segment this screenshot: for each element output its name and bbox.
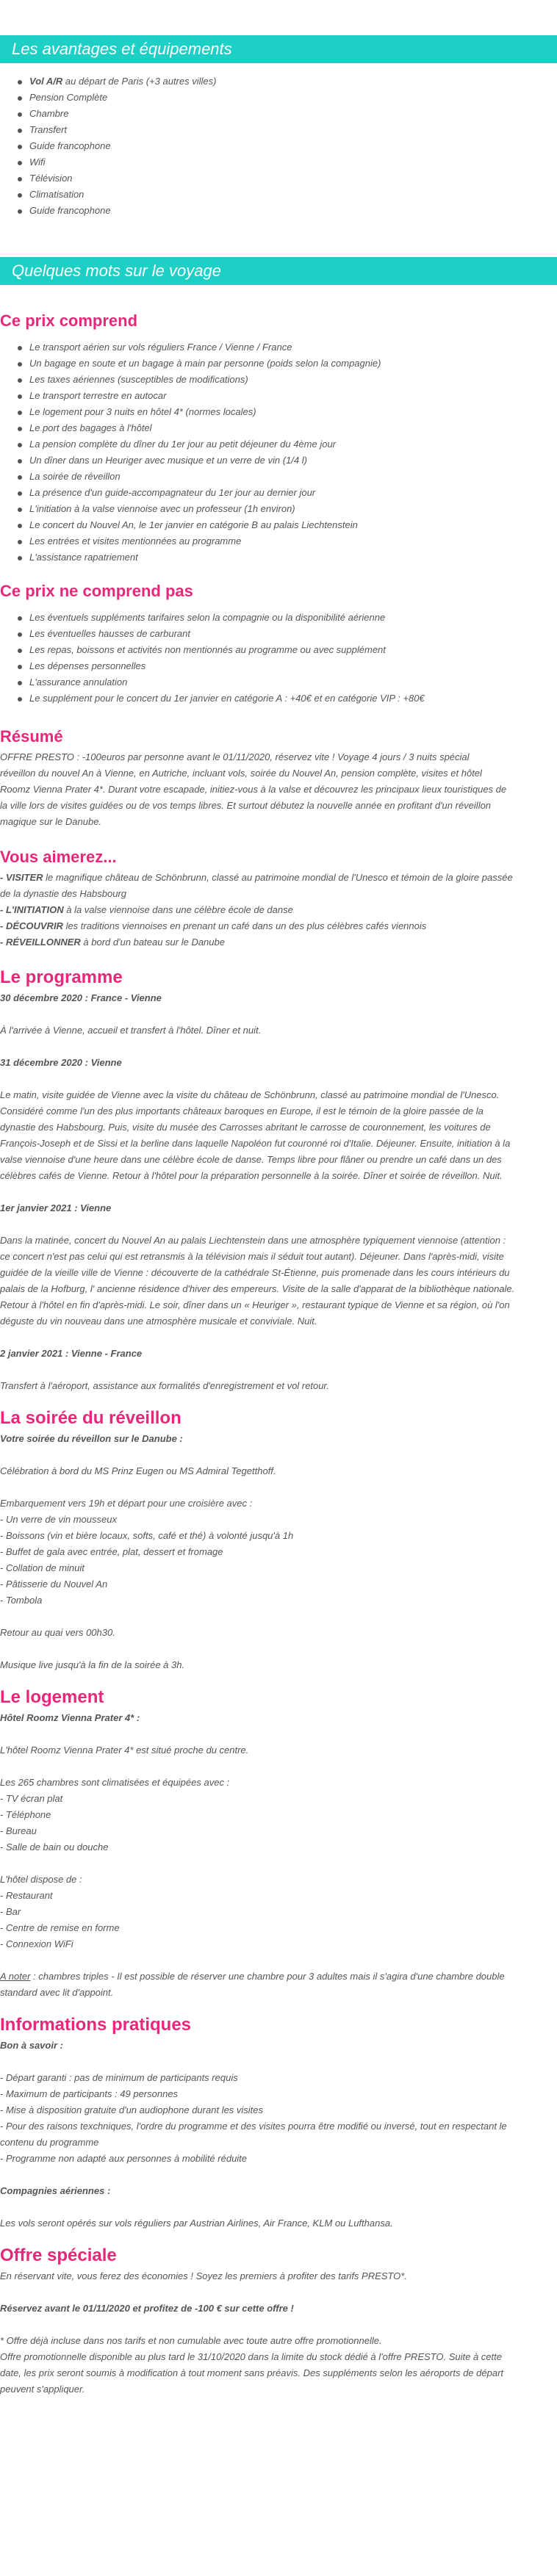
infos-title: Informations pratiques (0, 2015, 192, 2035)
infos-text: Bon à savoir : - Départ garanti : pas de minimum de participants requis - Maximum de participants : 49 personnes - Mise à disposition gratuite d'un audiophone durant les visites - Pour des raisons texchniques, l'ordre du programme et des visites pourra être modifié ou inversé, tout en respectant le contenu du programme - Programme non adapté aux personnes à mobilité réduite Compagnies aériennes : Les vols seront opérés sur vols réguliers par Austrian Airlines, Air France, KLM ou Lufthansa. (0, 2040, 507, 2229)
day-heading: 30 décembre 2020 : France - Vienne (0, 992, 162, 1003)
ne-comprend-item: L'assurance annulation (29, 674, 557, 690)
aimerez-text: - VISITER le magnifique château de Schönbrunn, classé au patrimoine mondial de l'Unesco et témoin de la gloire passée de la dynastie des Habsbourg - L'INITIATION à la valse viennoise dans une célèbre école de danse - DÉCOUVRIR les traditions viennoises en prenant un café dans un des plus célèbres cafés viennois - RÉVEILLONNER à bord d'un bateau sur le Danube (0, 872, 513, 948)
comprend-item: La présence d'un guide-accompagnateur du 1er jour au dernier jour (29, 485, 557, 501)
comprend-item: Un bagage en soute et un bagage à main par personne (poids selon la compagnie) (29, 356, 557, 372)
comprend-item: La soirée de réveillon (29, 469, 557, 485)
page (0, 35, 557, 2412)
comprend-item: Le transport aérien sur vols réguliers France / Vienne / France (29, 339, 557, 356)
avantage-item: Télévision (29, 170, 557, 187)
avantage-item: Guide francophone (29, 138, 557, 154)
avantage-item: Transfert (29, 122, 557, 138)
resume-text: OFFRE PRESTO : -100euros par personne avant le 01/11/2020, réservez vite ! Voyage 4 jours / 3 nuits spécial réveillon du nouvel An à Vienne, en Autriche, incluant vols, soirée du Nouvel An, pension complète, visites et hôtel Roomz Vienna Prater 4*. Durant votre escapade, initiez-vous à la valse et découvrez les principaux lieux touristiques de la ville lors de visites guidées ou de vos temps libres. Et surtout débutez la nouvelle année en profitant d'un réveillon magique sur le Danube. (0, 751, 507, 827)
comprend-title: Ce prix comprend (0, 311, 138, 330)
comprend-item: L'assistance rapatriement (29, 549, 557, 566)
avantage-item: Climatisation (29, 187, 557, 203)
comprend-item: L'initiation à la valse viennoise avec un professeur (1h environ) (29, 501, 557, 517)
soiree-title: La soirée du réveillon (0, 1408, 182, 1428)
soiree-text: Votre soirée du réveillon sur le Danube : Célébration à bord du MS Prinz Eugen ou MS Admiral Tegetthoff. Embarquement vers 19h et départ pour une croisière avec : - Un verre de vin mousseux - Boissons (vin et bière locaux, softs, café et thé) à volonté jusqu'à 1h - Buffet de gala avec entrée, plat, dessert et fromage - Collation de minuit - Pâtisserie du Nouvel An - Tombola Retour au quai vers 00h30. Musique live jusqu'à la fin de la soirée à 3h. (0, 1433, 294, 1670)
comprend-item: Le port des bagages à l'hôtel (29, 420, 557, 436)
day-heading: 1er janvier 2021 : Vienne (0, 1202, 112, 1213)
avantage-item: Chambre (29, 106, 557, 122)
resume-title: Résumé (0, 727, 63, 746)
logement-title: Le logement (0, 1687, 104, 1707)
avantage-item: Vol A/R au départ de Paris (+3 autres villes) (29, 73, 557, 90)
comprend-item: Le concert du Nouvel An, le 1er janvier en catégorie B au palais Liechtenstein (29, 517, 557, 533)
ne-comprend-list (0, 610, 557, 707)
comprend-list (0, 339, 557, 566)
comprend-item: Le logement pour 3 nuits en hôtel 4* (normes locales) (29, 404, 557, 420)
avantages-banner: Les avantages et équipements (0, 35, 557, 63)
avantage-item: Wifi (29, 154, 557, 170)
day-heading: 2 janvier 2021 : Vienne - France (0, 1348, 143, 1359)
ne-comprend-item: Les éventuelles hausses de carburant (29, 626, 557, 642)
comprend-item: Un dîner dans un Heuriger avec musique et un verre de vin (1/4 l) (29, 452, 557, 469)
avantage-item: Guide francophone (29, 203, 557, 219)
logement-text: Hôtel Roomz Vienna Prater 4* : L'hôtel Roomz Vienna Prater 4* est situé proche du centre. Les 265 chambres sont climatisées et équipées avec : - TV écran plat - Téléphone - Bureau - Salle de bain ou douche L'hôtel dispose de : - Restaurant - Bar - Centre de remise en forme - Connexion WiFi A noter : chambres triples - Il est possible de réserver une chambre pour 3 adultes mais il s'agira d'une chambre double standard avec lit d'appoint. (0, 1712, 505, 1998)
voyage-banner: Quelques mots sur le voyage (0, 257, 557, 285)
ne-comprend-item: Les dépenses personnelles (29, 658, 557, 674)
ne-comprend-item: Les repas, boissons et activités non mentionnés au programme ou avec supplément (29, 642, 557, 658)
avantage-item: Pension Complète (29, 90, 557, 106)
ne-comprend-item: Le supplément pour le concert du 1er janvier en catégorie A : +40€ et en catégorie VIP : +80€ (29, 690, 557, 707)
ne-comprend-item: Les éventuels suppléments tarifaires selon la compagnie ou la disponibilité aérienne (29, 610, 557, 626)
programme-text: 30 décembre 2020 : France - Vienne À l'arrivée à Vienne, accueil et transfert à l'hôtel. Dîner et nuit. 31 décembre 2020 : Vienne Le matin, visite guidée de Vienne avec la visite du château de Schönbrunn, classé au patrimoine mondial de l'Unesco. Considéré comme l'un des plus importants châteaux baroques en Europe, il est le témoin de la gloire passée de la dynastie des Habsbourg. Puis, visite du musée des Carrosses abritant le carrosse de couronnement, les voitures de François-Joseph et de Sissi et la berline dans laquelle Napoléon fut couronné roi d'Italie. Déjeuner. Ensuite, initiation à la valse viennoise d'une heure dans une célèbre école de danse. Temps libre pour flâner ou prendre un café dans un des célèbres cafés de Vienne. Retour à l'hôtel pour la préparation personnelle à la soirée. Dîner et soirée de réveillon. Nuit. 1er janvier 2021 : Vienne Dans la matinée, concert du Nouvel An au palais Liechtenstein dans une atmosphère typiquement viennoise (attention : ce concert n'est pas celui qui est retransmis à la télévision mais il séduit tout autant). Déjeuner. Dans l'après-midi, visite guidée de la vieille ville de Vienne : découverte de la cathédrale St-Étienne, puis promenade dans les cours intérieurs du palais de la Hofburg, l' ancienne résidence d'hiver des empereurs. Visite de la salle d'apparat de la bibliothèque nationale. Retour à l'hôtel en fin d'après-midi. Le soir, dîner dans un « Heuriger », restaurant typique de Vienne et sa région, où l'on déguste du vin nouveau dans une atmosphère musicale et conviviale. Nuit. 2 janvier 2021 : Vienne - France Transfert à l'aéroport, assistance aux formalités d'enregistrement et vol retour. (0, 990, 551, 1394)
comprend-item: Les taxes aériennes (susceptibles de modifications) (29, 372, 557, 388)
programme-title: Le programme (0, 967, 123, 987)
avantages-list (0, 73, 557, 219)
comprend-item: La pension complète du dîner du 1er jour au petit déjeuner du 4ème jour (29, 436, 557, 452)
ne-comprend-title: Ce prix ne comprend pas (0, 582, 193, 600)
offre-text: En réservant vite, vous ferez des économies ! Soyez les premiers à profiter des tarifs PRESTO*. Réservez avant le 01/11/2020 et profitez de -100 € sur cette offre ! * Offre déjà incluse dans nos tarifs et non cumulable avec toute autre offre promotionnelle. Offre promotionnelle disponible au plus tard le 31/10/2020 dans la limite du stock dédié à l'offre PRESTO. Suite à cette date, les prix seront soumis à modification à tout moment sans préavis. Des suppléments selon les aéroports de départ peuvent s'appliquer. (0, 2270, 504, 2395)
day-heading: 31 décembre 2020 : Vienne (0, 1057, 122, 1068)
offre-title: Offre spéciale (0, 2245, 117, 2265)
aimerez-title: Vous aimerez... (0, 848, 117, 866)
comprend-item: Les entrées et visites mentionnées au programme (29, 533, 557, 549)
comprend-item: Le transport terrestre en autocar (29, 388, 557, 404)
